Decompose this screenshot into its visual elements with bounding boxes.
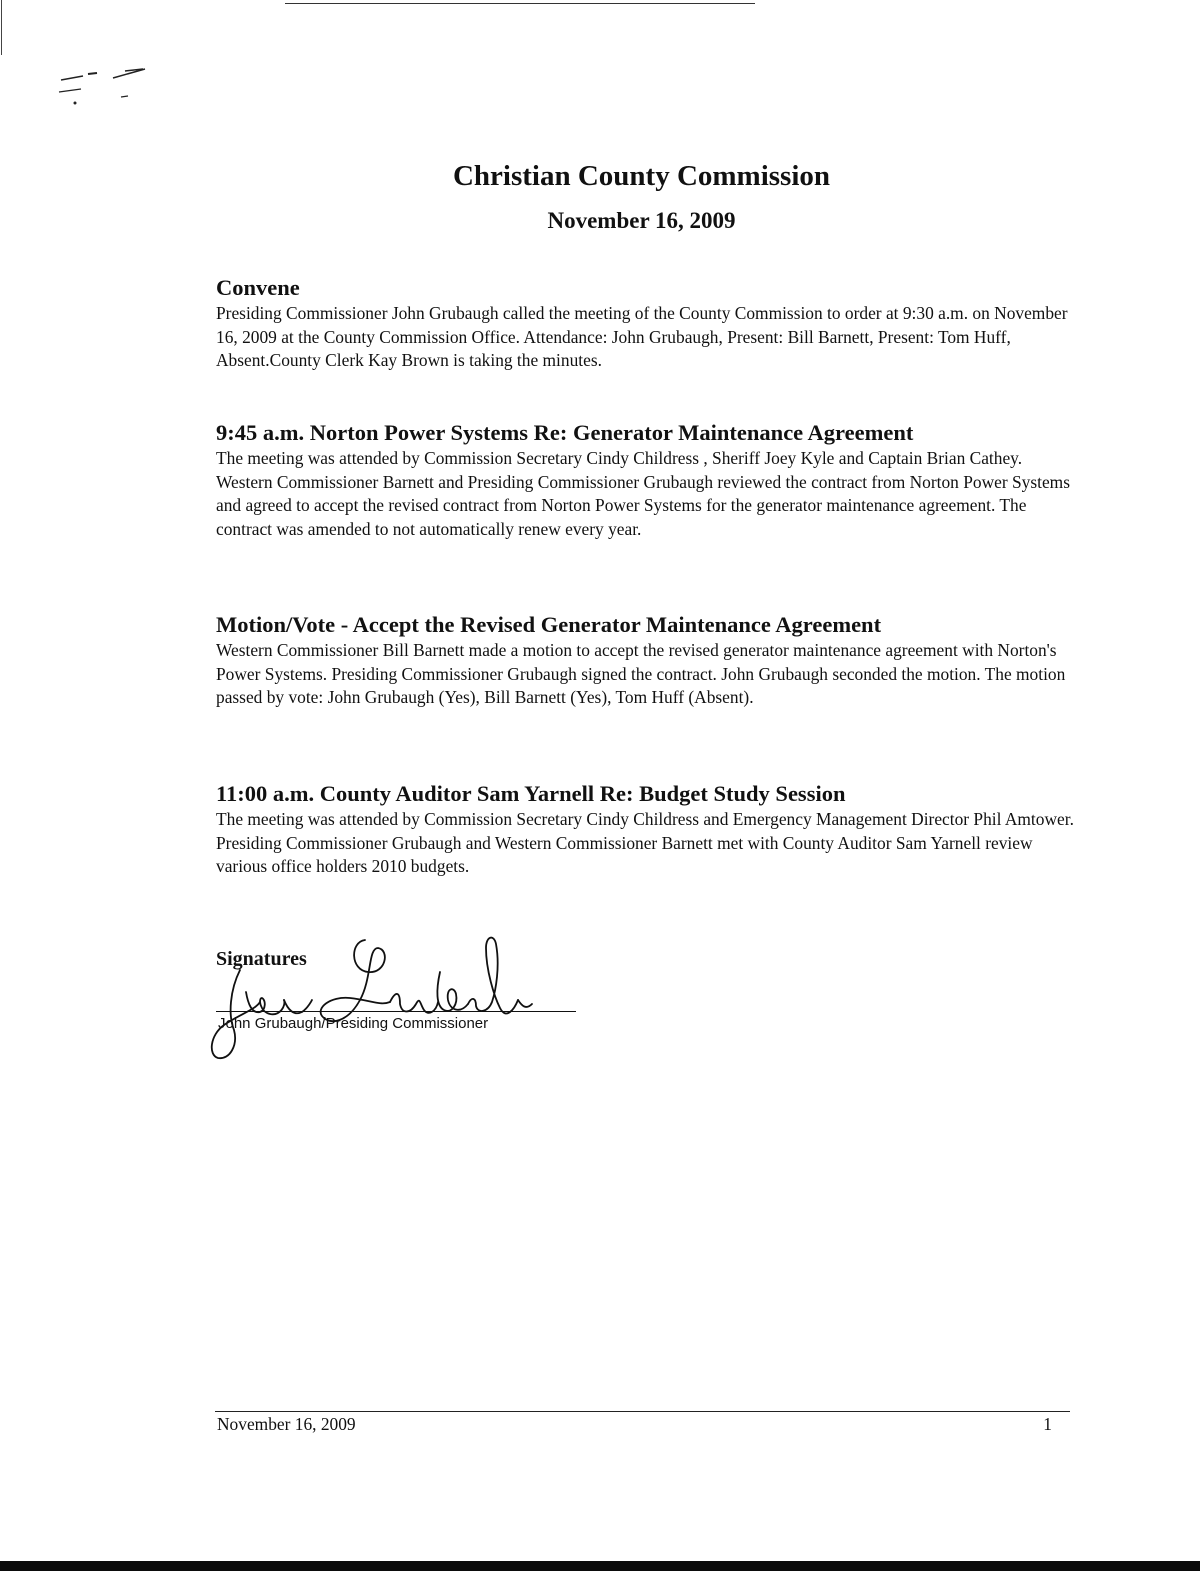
section-heading: 9:45 a.m. Norton Power Systems Re: Generator Maintenance Agreement (216, 420, 914, 445)
scan-artifact-left-line (1, 0, 2, 55)
document-title: Christian County Commission (452, 160, 831, 192)
section-paragraph: The meeting was attended by Commission Secretary Cindy Childress , Sheriff Joey Kyle and Captain Brian Cathey. (216, 448, 1023, 468)
signatures-heading: Signatures (216, 948, 307, 970)
scan-artifact-specks (55, 62, 165, 112)
section-budget-study-session (216, 779, 1086, 879)
section-convene (216, 273, 1086, 373)
scan-artifact-bottom-bar (0, 1561, 1200, 1571)
section-paragraph: Western Commissioner Barnett and Presiding Commissioner Grubaugh reviewed the contract from Norton Power Systems and agreed to accept the revised contract from Norton Power Systems for the generator maintenance agreement. The contract was amended to not automatically renew every year. (216, 471, 1070, 539)
signature-caption: John Grubaugh/Presiding Commissioner (218, 1015, 489, 1032)
section-motion-vote (216, 610, 1086, 710)
section-paragraph: Western Commissioner Bill Barnett made a motion to accept the revised generator maintenance agreement with Norton's Power Systems. Presiding Commissioner Grubaugh signed the contract. John Grubaugh seconded the motion. The motion passed by vote: John Grubaugh (Yes), Bill Barnett (Yes), Tom Huff (Absent). (216, 640, 1066, 707)
section-heading: Convene (216, 275, 300, 300)
section-norton-power-systems (216, 418, 1086, 541)
footer-date: November 16, 2009 (217, 1414, 356, 1434)
scan-artifact-top-line (285, 3, 755, 4)
footer-divider (215, 1411, 1070, 1412)
section-paragraph: The meeting was attended by Commission Secretary Cindy Childress and Emergency Management Director Phil Amtower. (216, 809, 1074, 829)
footer-page-number: 1 (1043, 1414, 1052, 1434)
handwritten-signature (200, 930, 540, 1070)
document-date: November 16, 2009 (547, 208, 736, 233)
section-paragraph: Presiding Commissioner John Grubaugh called the meeting of the County Commission to order at 9:30 a.m. on November 16, 2009 at the County Commission Office. Attendance: John Grubaugh, Present: Bill Barnett, Present: Tom Huff, Absent.County Clerk Kay Brown is taking the minutes. (216, 303, 1068, 370)
section-heading: 11:00 a.m. County Auditor Sam Yarnell Re: Budget Study Session (216, 781, 846, 806)
section-paragraph: Presiding Commissioner Grubaugh and Western Commissioner Barnett met with County Auditor Sam Yarnell review various office holders 2010 budgets. (216, 832, 1033, 876)
section-heading: Motion/Vote - Accept the Revised Generator Maintenance Agreement (216, 612, 882, 637)
